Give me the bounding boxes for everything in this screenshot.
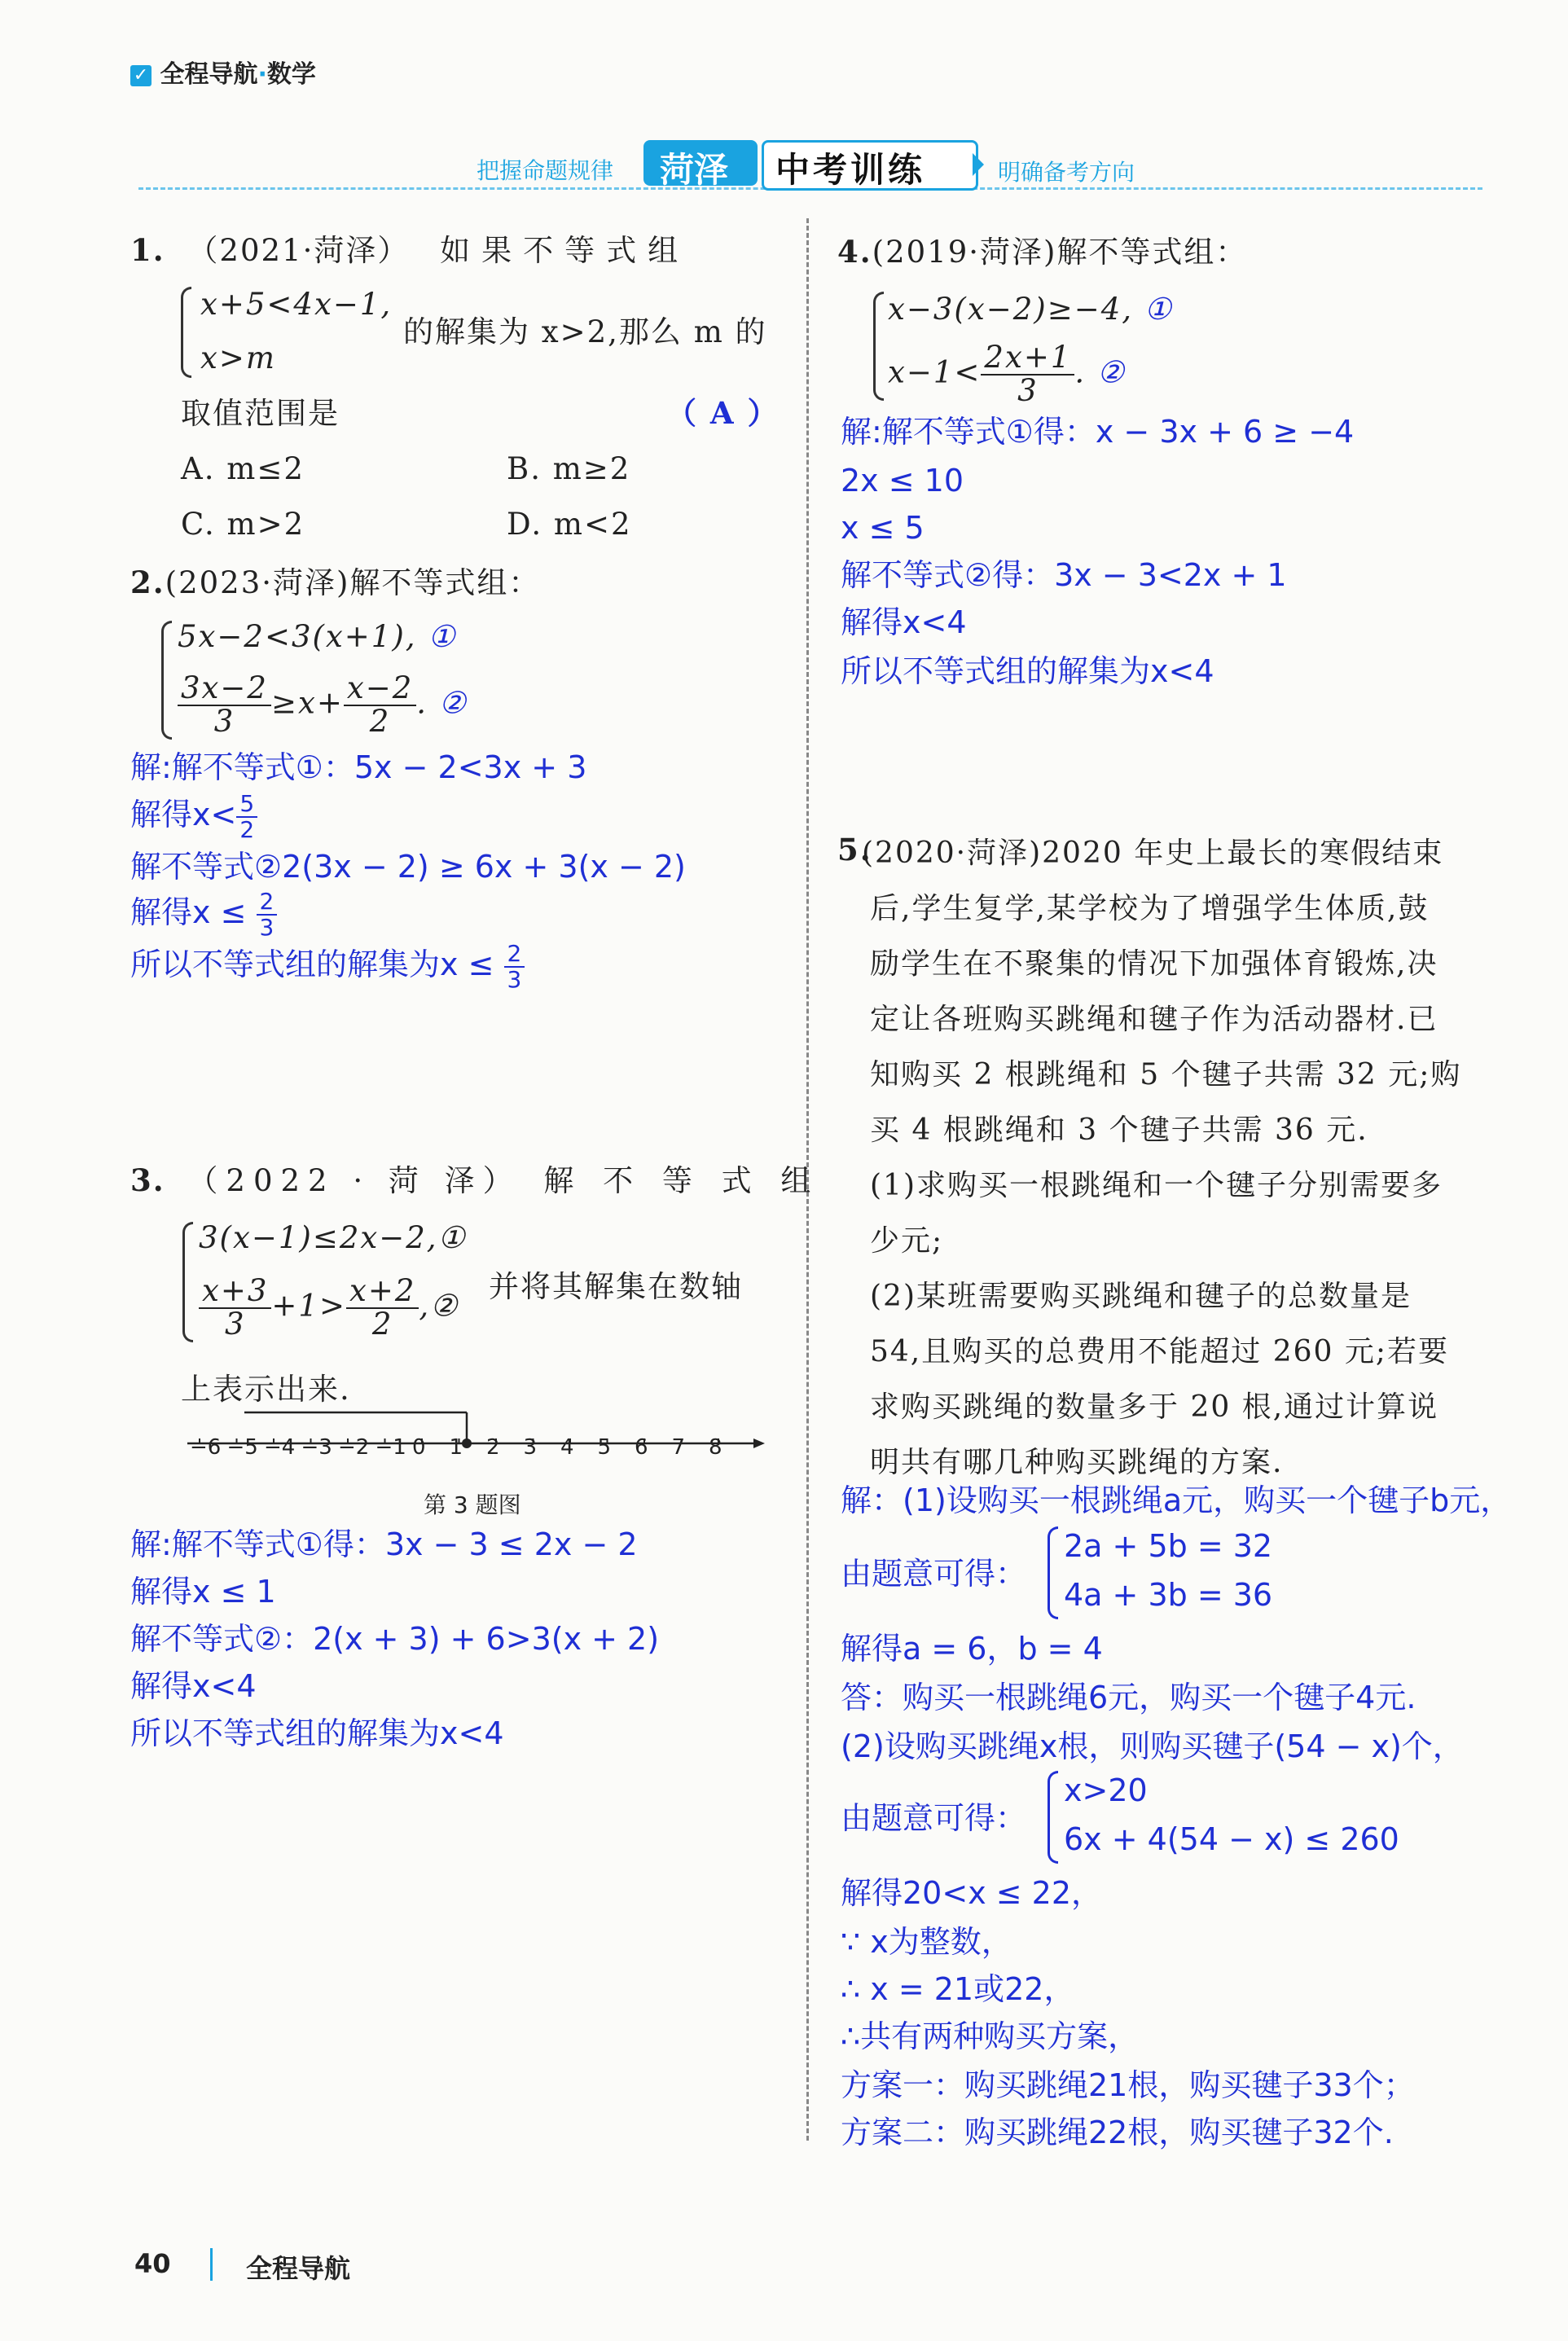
q5-sys2-label: 由题意可得： <box>841 1800 1027 1836</box>
q5-text-line: 少元; <box>870 1224 944 1258</box>
q2-system-row1: 5x−2<3(x+1), ① <box>178 619 457 654</box>
q5-sol-line10: 方案二：购买跳绳22根，购买毽子32个. <box>841 2115 1394 2150</box>
q5-text-line: 知购买 2 根跳绳和 5 个毽子共需 32 元;购 <box>870 1058 1462 1091</box>
check-icon: ✓ <box>130 65 152 86</box>
q5-text-line: (2020·菏泽)2020 年史上最长的寒假结束 <box>862 837 1444 870</box>
axis-tick-label: 4 <box>560 1435 574 1460</box>
q2-system-row2: $\frac{3x-2}{3}$ ≥x+ $\frac{x-2}{2}$ . ② <box>178 673 468 738</box>
q2-sol-line1: 解:解不等式①：5x − 2<3x + 3 <box>130 749 587 785</box>
q2-sol-line5: 所以不等式组的解集为x ≤ $\frac{2}{3}$ <box>130 942 525 991</box>
q4-sol-line5: 解得x<4 <box>841 604 967 640</box>
q5-sol-line9: 方案一：购买跳绳21根，购买毽子33个； <box>841 2067 1415 2103</box>
axis-tick-label: −2 <box>338 1435 370 1460</box>
q1-option-d: D. m<2 <box>507 507 632 542</box>
q5-sys2-row1: x>20 <box>1064 1772 1148 1808</box>
q3-system-row2: $\frac{x+3}{3}$ +1> $\frac{x+2}{2}$ ,② <box>199 1276 459 1341</box>
q2-sol-line3: 解不等式②2(3x − 2) ≥ 6x + 3(x − 2) <box>130 849 686 885</box>
q5-text-line: 后,学生复学,某学校为了增强学生体质,鼓 <box>870 892 1430 925</box>
q3-sol-line1: 解:解不等式①得：3x − 3 ≤ 2x − 2 <box>130 1526 638 1562</box>
q5-text-line: 定让各班购买跳绳和毽子作为活动器材.已 <box>870 1003 1438 1036</box>
axis-tick-label: −5 <box>226 1435 258 1460</box>
banner-title: 中考训练 <box>775 150 926 190</box>
axis-tick-label: −6 <box>190 1435 222 1460</box>
series-title: 全程导航 <box>160 60 258 89</box>
q1-option-a: A. m≤2 <box>181 451 305 486</box>
q4-sol-line3: x ≤ 5 <box>841 510 925 546</box>
subject-title: 数学 <box>266 60 316 89</box>
q1-stem-b: 的解集为 x>2,那么 m 的 <box>403 314 767 349</box>
axis-tick-label: −4 <box>264 1435 296 1460</box>
q5-sol-line8: ∴共有两种购买方案， <box>841 2018 1140 2054</box>
axis-tick-label: 8 <box>709 1435 723 1460</box>
q2-first-line: 2.(2023·菏泽)解不等式组： <box>130 564 541 600</box>
q5-text-line: 买 4 根跳绳和 3 个毽子共需 36 元. <box>870 1113 1368 1147</box>
q3-sol-line4: 解得x<4 <box>130 1668 257 1704</box>
q5-sol-line5: 解得20<x ≤ 22， <box>841 1875 1103 1911</box>
axis-tick-label: −3 <box>301 1435 332 1460</box>
q4-sol-line4: 解不等式②得：3x − 3<2x + 1 <box>841 557 1287 593</box>
banner-right-text: 明确备考方向 <box>998 159 1135 186</box>
section-banner <box>138 137 1482 194</box>
q5-sol-line6: ∵ x为整数， <box>841 1924 1012 1960</box>
q1-option-c: C. m>2 <box>181 507 305 542</box>
q3-sol-line3: 解不等式②：2(x + 3) + 6>3(x + 2) <box>130 1621 660 1657</box>
q5-sol-line1: 解：(1)设购买一根跳绳a元，购买一个毽子b元， <box>841 1482 1512 1518</box>
q5-text-line: 54,且购买的总费用不能超过 260 元;若要 <box>870 1335 1449 1368</box>
q3-stem-c: 上表示出来. <box>181 1372 351 1407</box>
q5-text-line: 求购买跳绳的数量多于 20 根,通过计算说 <box>870 1390 1439 1424</box>
q1-stem-c: 取值范围是 <box>181 396 340 431</box>
axis-tick-label: 5 <box>597 1435 612 1460</box>
number-line-labels <box>183 1435 770 1468</box>
footer-brand: 全程导航 <box>246 2253 351 2284</box>
q5-sys1-label: 由题意可得： <box>841 1556 1027 1592</box>
banner-left-text: 把握命题规律 <box>477 157 614 184</box>
page-header: ✓ 全程导航·数学 <box>130 54 316 90</box>
q1-system-row1: x+5<4x−1, <box>200 287 393 322</box>
q5-sol-line7: ∴ x = 21或22， <box>841 1971 1075 2007</box>
q5-text-line: (1)求购买一根跳绳和一个毽子分别需要多 <box>870 1169 1443 1202</box>
q5-sol-line4: (2)设购买跳绳x根，则购买毽子(54 − x)个， <box>841 1728 1464 1764</box>
q4-sol-line2: 2x ≤ 10 <box>841 463 964 499</box>
q5-number: 5. <box>837 832 872 867</box>
q1-first-line: 1. （2021·菏泽） 如果不等式组 <box>130 232 690 268</box>
q3-system-row1: 3(x−1)≤2x−2,① <box>199 1220 467 1255</box>
q5-sys2-row2: 6x + 4(54 − x) ≤ 260 <box>1064 1821 1399 1857</box>
axis-tick-label: 6 <box>635 1435 648 1460</box>
q1-answer: （ A ） <box>666 395 780 431</box>
q1-option-b: B. m≥2 <box>507 451 631 486</box>
q2-sol-line2: 解得x< $\frac{5}{2}$ <box>130 792 257 841</box>
q3-sol-line2: 解得x ≤ 1 <box>130 1574 276 1610</box>
q2-sol-line4: 解得x ≤ $\frac{2}{3}$ <box>130 889 277 939</box>
footer-divider <box>210 2248 213 2281</box>
q5-sol-line2: 解得a = 6，b = 4 <box>841 1631 1103 1667</box>
q5-sys1-row2: 4a + 3b = 36 <box>1064 1577 1273 1613</box>
q5-sol-line3: 答：购买一根跳绳6元，购买一个毽子4元. <box>841 1680 1416 1715</box>
q4-system-row2: x−1< $\frac{2x+1}{3}$ . ② <box>888 340 1127 408</box>
q5-text <box>862 826 1505 1491</box>
q1-system-row2: x>m <box>200 340 276 376</box>
axis-tick-label: 1 <box>449 1435 463 1460</box>
q5-text-line: (2)某班需要购买跳绳和毽子的总数量是 <box>870 1280 1412 1313</box>
q4-sol-line6: 所以不等式组的解集为x<4 <box>841 653 1214 689</box>
q4-first-line: 4.(2019·菏泽)解不等式组： <box>837 234 1248 270</box>
q5-sys1-row1: 2a + 5b = 32 <box>1064 1528 1273 1564</box>
axis-tick-label: −1 <box>375 1435 406 1460</box>
q3-first-line: 3. （2022 · 菏 泽） 解 不 等 式 组 <box>130 1162 821 1198</box>
axis-tick-label: 7 <box>671 1435 686 1460</box>
q3-stem-b: 并将其解集在数轴 <box>489 1269 743 1304</box>
axis-tick-label: 0 <box>412 1435 426 1460</box>
figure-caption: 第 3 题图 <box>424 1491 521 1518</box>
q4-sol-line1: 解:解不等式①得：x − 3x + 6 ≥ −4 <box>841 414 1355 450</box>
q4-system-row1: x−3(x−2)≥−4, ① <box>888 292 1173 327</box>
page-number: 40 <box>134 2248 171 2279</box>
axis-tick-label: 3 <box>523 1435 538 1460</box>
axis-tick-label: 2 <box>486 1435 500 1460</box>
q3-sol-line5: 所以不等式组的解集为x<4 <box>130 1715 504 1751</box>
banner-tag-text: 菏泽 <box>660 150 729 190</box>
q5-text-line: 励学生在不聚集的情况下加强体育锻炼,决 <box>870 947 1438 981</box>
q5-text-line: 明共有哪几种购买跳绳的方案. <box>870 1446 1284 1479</box>
